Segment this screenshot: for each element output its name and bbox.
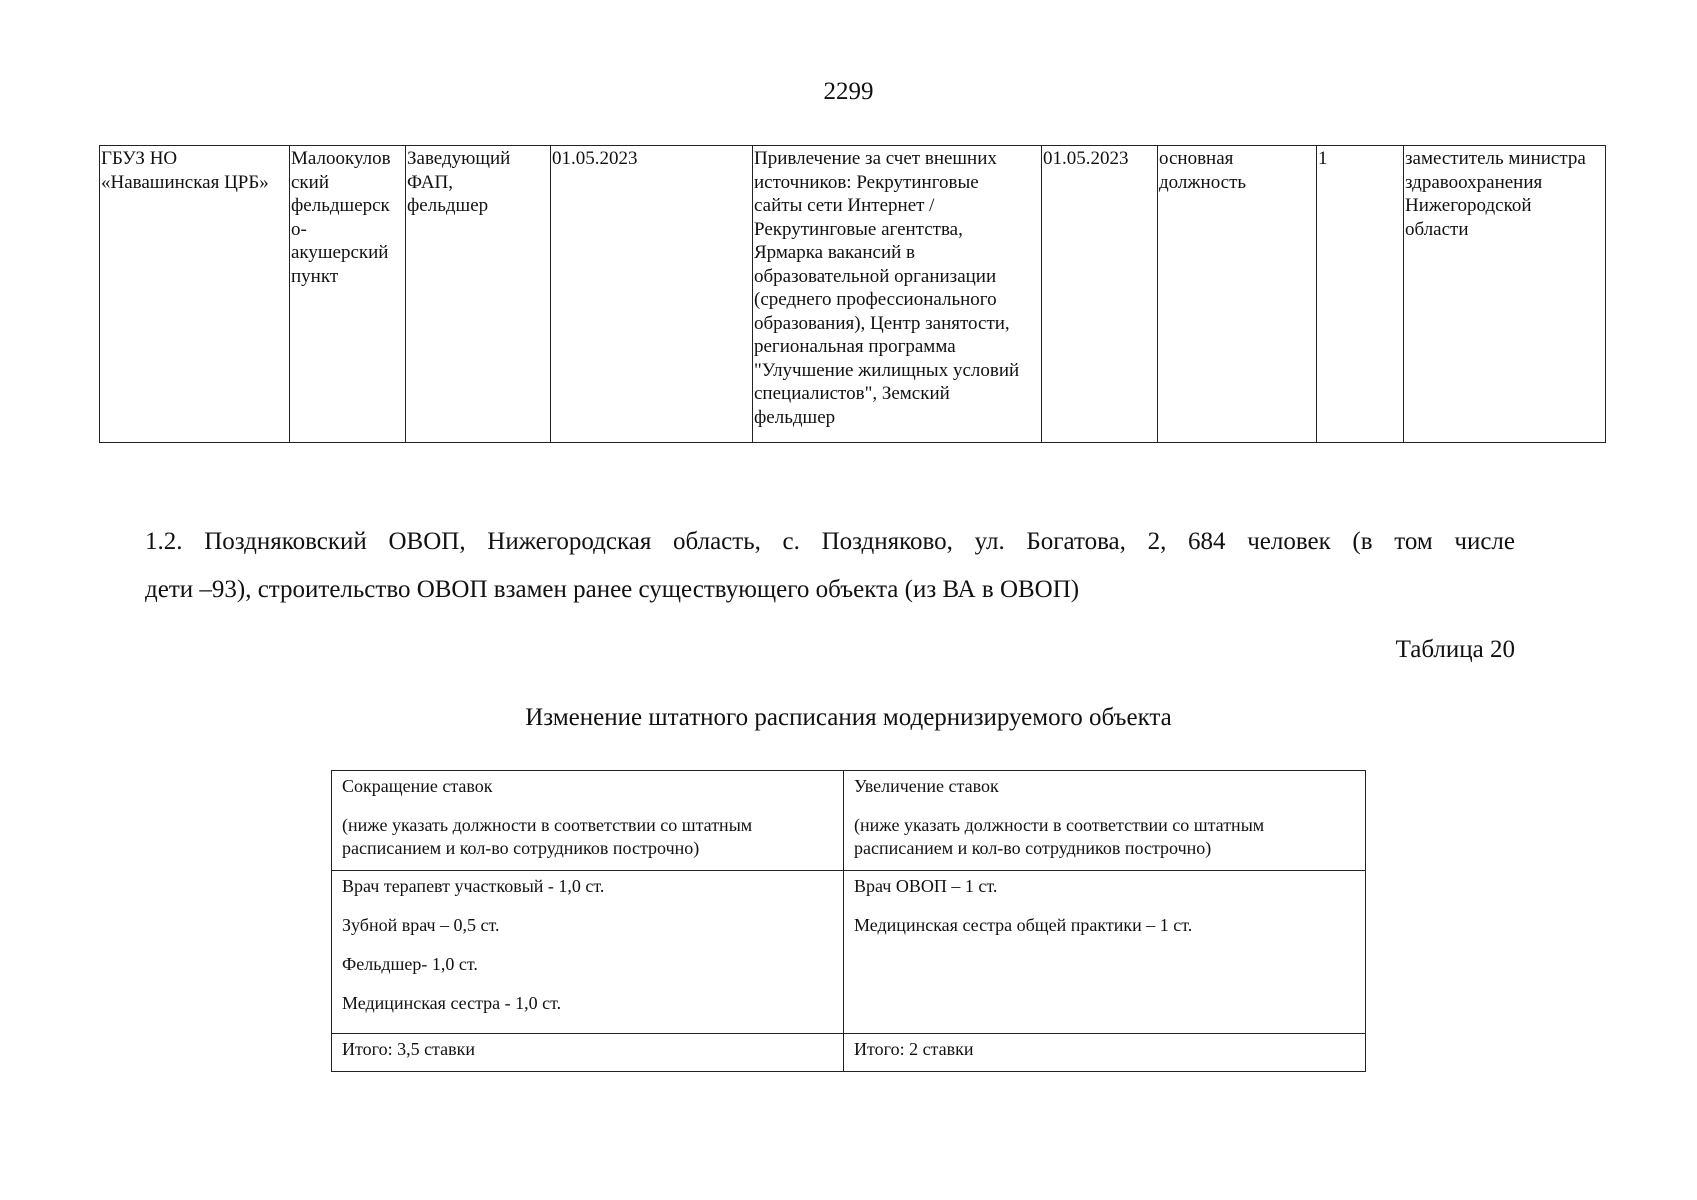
date-end-cell: 01.05.2023 <box>1042 146 1158 443</box>
list-item: Фельдшер- 1,0 ст. <box>342 954 478 974</box>
date-start-cell: 01.05.2023 <box>551 146 753 443</box>
table-row <box>100 146 1606 443</box>
org-cell: ГБУЗ НО «Навашинская ЦРБ» <box>100 146 290 443</box>
table-label: Таблица 20 <box>1395 636 1515 663</box>
list-item: Зубной врач – 0,5 ст. <box>342 915 500 935</box>
list-item: Медицинская сестра - 1,0 ст. <box>342 993 562 1013</box>
header-reductions: Сокращение ставок (ниже указать должности в соответствии со штатным расписанием и кол-во сотрудников построчно) <box>332 771 844 871</box>
responsible-cell: заместитель министра здравоохранения Нижегородской области <box>1404 146 1606 443</box>
unit-cell: Малоокулов ский фельдшерск о- акушерский пункт <box>290 146 406 443</box>
measures-table <box>99 145 1606 443</box>
increases-list <box>844 871 1366 1034</box>
table-row <box>332 771 1366 871</box>
paragraph-line: дети –93), строительство ОВОП взамен ранее существующего объекта (из ВА в ОВОП) <box>145 576 1080 603</box>
total-increases: Итого: 2 ставки <box>844 1034 1366 1072</box>
list-item: Врач терапевт участковый - 1,0 ст. <box>342 876 605 896</box>
section-paragraph <box>145 518 1515 614</box>
count-cell: 1 <box>1317 146 1404 443</box>
page-number: 2299 <box>823 78 874 105</box>
paragraph-line: 1.2. Поздняковский ОВОП, Нижегородская область, с. Поздняково, ул. Богатова, 2, 684 человек (в том числе <box>145 528 1515 555</box>
post-type-cell: основная должность <box>1158 146 1317 443</box>
table-row <box>332 871 1366 1034</box>
list-item: Врач ОВОП – 1 ст. <box>854 876 998 896</box>
position-cell: Заведующий ФАП, фельдшер <box>406 146 551 443</box>
staff-change-table <box>331 770 1366 1072</box>
table-caption: Изменение штатного расписания модернизируемого объекта <box>525 704 1172 731</box>
reductions-list <box>332 871 844 1034</box>
header-increases: Увеличение ставок (ниже указать должности в соответствии со штатным расписанием и кол-во сотрудников построчно) <box>844 771 1366 871</box>
table-row <box>332 1034 1366 1072</box>
total-reductions: Итого: 3,5 ставки <box>332 1034 844 1072</box>
list-item: Медицинская сестра общей практики – 1 ст. <box>854 915 1193 935</box>
measures-cell: Привлечение за счет внешних источников: Рекрутинговые сайты сети Интернет / Рекрутинговые агентства, Ярмарка вакансий в образовательной организации (среднего профессионального образования), Центр занятости, региональная программа "Улучшение жилищных условий специалистов", Земский фельдшер <box>753 146 1042 443</box>
